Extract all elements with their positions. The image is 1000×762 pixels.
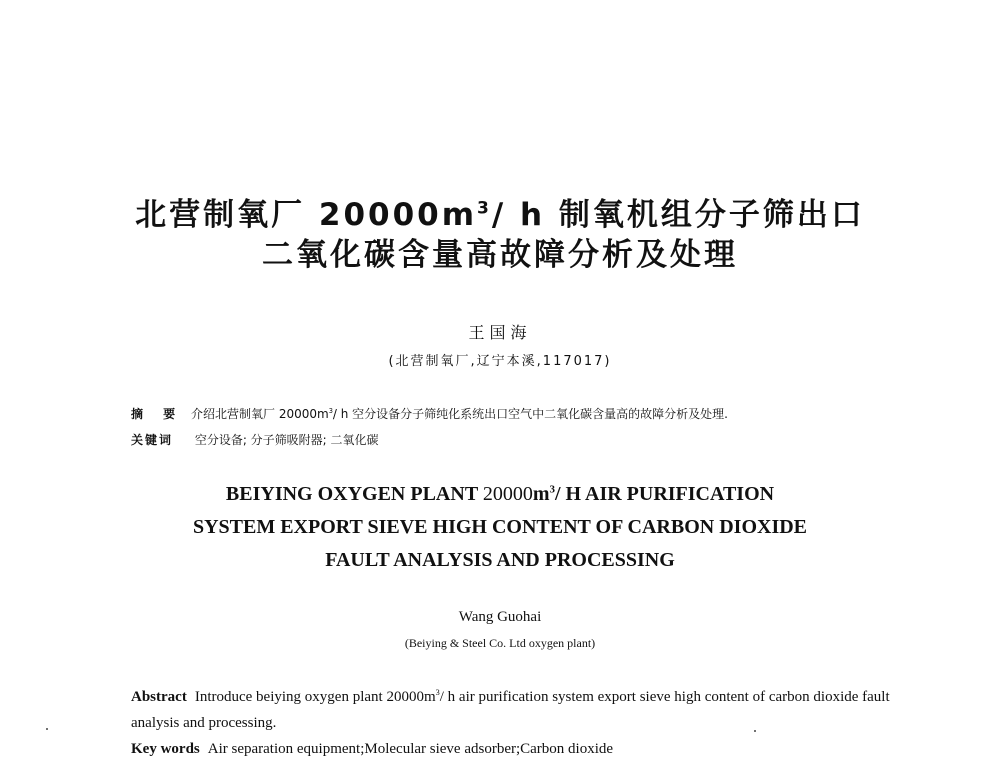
chinese-affiliation: (北营制氧厂,辽宁本溪,117017): [388, 354, 612, 369]
chinese-title-line-1: [0, 196, 1000, 234]
english-title-text-b: / H AIR PURIFICATION: [554, 483, 775, 505]
english-keywords: [131, 736, 891, 762]
chinese-title-line-2: 二氧化碳含量高故障分析及处理: [262, 237, 738, 273]
english-title-line-3: FAULT ANALYSIS AND PROCESSING: [325, 549, 675, 571]
english-keywords-text: Air separation equipment;Molecular sieve adsorber;Carbon dioxide: [207, 741, 614, 757]
chinese-abstract-text-a: 介绍北营制氧厂 20000m: [191, 407, 329, 421]
chinese-title-text-a: 北营制氧厂: [135, 197, 306, 233]
english-title-superscript: 3: [549, 483, 555, 496]
english-abstract-label: Abstract: [131, 689, 187, 705]
english-abstract-superscript: 3: [435, 688, 440, 697]
chinese-abstract: [131, 405, 891, 422]
chinese-keywords-label: 关键词: [131, 433, 174, 447]
english-title-line-2: SYSTEM EXPORT SIEVE HIGH CONTENT OF CARBON DIOXIDE: [192, 516, 808, 538]
chinese-keywords: [131, 431, 891, 448]
chinese-abstract-label: 摘 要: [131, 407, 184, 421]
scan-speck: [754, 730, 756, 732]
english-title-unit: m: [532, 483, 550, 505]
english-keywords-label: Key words: [131, 741, 200, 757]
chinese-title-superscript: 3: [477, 198, 492, 219]
english-title-text-a: BEIYING OXYGEN PLANT: [225, 483, 483, 505]
english-title-line-1: [0, 479, 1000, 509]
scan-speck: [46, 728, 48, 730]
english-abstract-text-b: / h air purification system export sieve high content of carbon dioxide fault analysis and processing.: [131, 689, 890, 731]
chinese-abstract-superscript: 3: [328, 407, 333, 415]
chinese-title-number: 20000m: [318, 197, 478, 233]
english-title-number: 20000: [482, 483, 533, 505]
english-abstract: [131, 684, 891, 736]
english-abstract-text-a: Introduce beiying oxygen plant 20000m: [194, 689, 436, 705]
chinese-author: 王国海: [468, 323, 532, 342]
chinese-abstract-text-b: / h 空分设备分子筛纯化系统出口空气中二氧化碳含量高的故障分析及处理.: [332, 407, 728, 421]
english-affiliation: (Beiying & Steel Co. Ltd oxygen plant): [404, 636, 596, 650]
english-author: Wang Guohai: [458, 609, 542, 625]
chinese-title-text-b: / h 制氧机组分子筛出口: [491, 197, 865, 233]
chinese-keywords-text: 空分设备; 分子筛吸附器; 二氧化碳: [194, 433, 379, 447]
